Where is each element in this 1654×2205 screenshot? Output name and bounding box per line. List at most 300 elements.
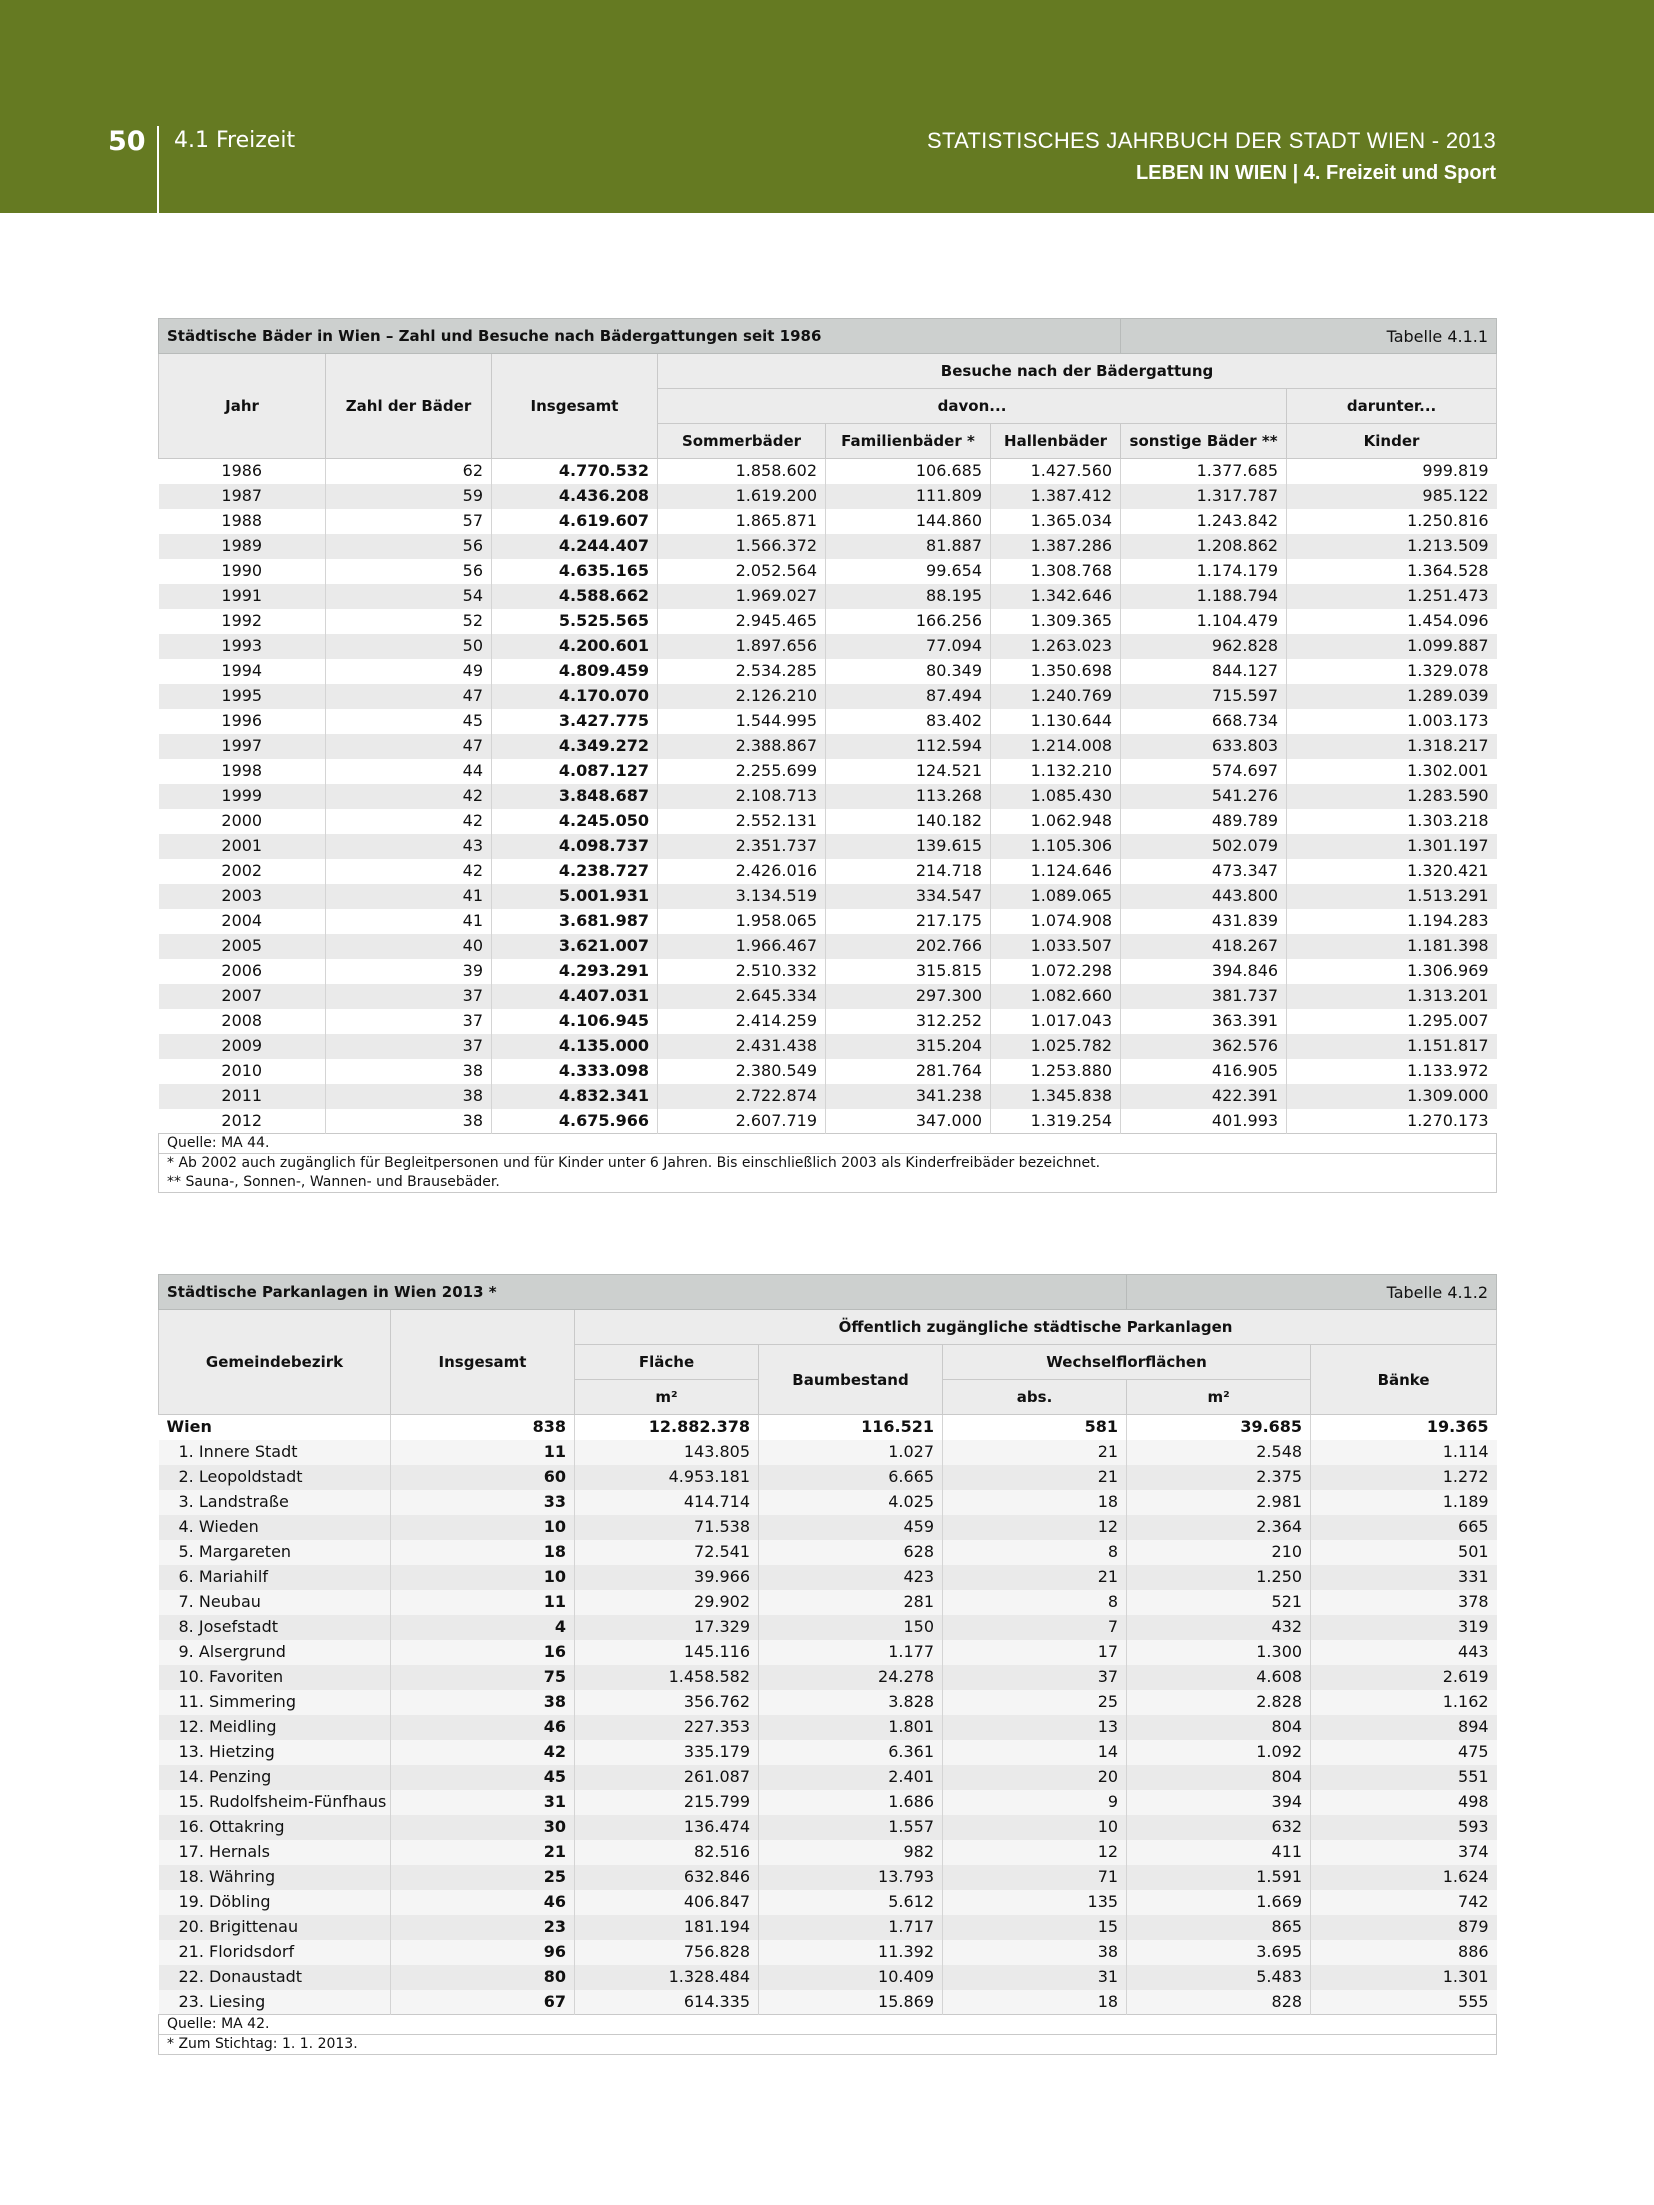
table-cell: 362.576 — [1121, 1034, 1287, 1059]
table-cell: 54 — [326, 584, 492, 609]
table-cell: 71.538 — [575, 1515, 759, 1540]
table-cell: 614.335 — [575, 1990, 759, 2015]
baths-table — [158, 318, 1497, 1193]
table-cell: 49 — [326, 659, 492, 684]
table-cell: 1.302.001 — [1287, 759, 1497, 784]
table-cell: 6.665 — [759, 1465, 943, 1490]
table-cell: 1.387.286 — [991, 534, 1121, 559]
table-cell: 406.847 — [575, 1890, 759, 1915]
table-cell: 4.953.181 — [575, 1465, 759, 1490]
table-cell: 40 — [326, 934, 492, 959]
table-row — [159, 1940, 1497, 1965]
table-cell: 1.132.210 — [991, 759, 1121, 784]
table-cell: 5.001.931 — [492, 884, 658, 909]
table-cell: 2000 — [159, 809, 326, 834]
table-cell: 4.770.532 — [492, 459, 658, 484]
table-cell: 2011 — [159, 1084, 326, 1109]
table-cell: 11 — [391, 1440, 575, 1465]
table-cell: 416.905 — [1121, 1059, 1287, 1084]
table-cell: 38 — [326, 1084, 492, 1109]
table-cell: 581 — [943, 1415, 1127, 1440]
table-cell: 982 — [759, 1840, 943, 1865]
table-cell: 5.483 — [1127, 1965, 1311, 1990]
parks-footnote-row — [159, 2035, 1497, 2055]
table-cell: 15 — [943, 1915, 1127, 1940]
table-cell: 414.714 — [575, 1490, 759, 1515]
col-header-flaeche: Fläche — [575, 1345, 759, 1380]
table-cell: 13 — [943, 1715, 1127, 1740]
table-cell: 1.289.039 — [1287, 684, 1497, 709]
table-cell: 1.003.173 — [1287, 709, 1497, 734]
table-cell: 4. Wieden — [159, 1515, 391, 1540]
table-cell: 215.799 — [575, 1790, 759, 1815]
parks-table-body — [159, 1415, 1497, 2015]
table-cell: 2.828 — [1127, 1690, 1311, 1715]
table-cell: 202.766 — [826, 934, 991, 959]
table-cell: 227.353 — [575, 1715, 759, 1740]
table-cell: 113.268 — [826, 784, 991, 809]
table-cell: 1.240.769 — [991, 684, 1121, 709]
table-cell: 33 — [391, 1490, 575, 1515]
table-cell: 4.675.966 — [492, 1109, 658, 1134]
publication-title: STATISTISCHES JAHRBUCH DER STADT WIEN - 2013 — [927, 128, 1496, 153]
table-cell: 1.958.065 — [658, 909, 826, 934]
table-row — [159, 709, 1497, 734]
table-cell: 67 — [391, 1990, 575, 2015]
table-cell: 443 — [1311, 1640, 1497, 1665]
table-cell: 593 — [1311, 1815, 1497, 1840]
parks-header-row-1 — [159, 1310, 1497, 1345]
table-cell: 87.494 — [826, 684, 991, 709]
table-cell: 18 — [943, 1490, 1127, 1515]
table-cell: 136.474 — [575, 1815, 759, 1840]
table-cell: 1.966.467 — [658, 934, 826, 959]
table-cell: 50 — [326, 634, 492, 659]
table-cell: 4.635.165 — [492, 559, 658, 584]
col-header-baenke: Bänke — [1311, 1345, 1497, 1415]
table-cell: 2.414.259 — [658, 1009, 826, 1034]
table-cell: 1.454.096 — [1287, 609, 1497, 634]
table-cell: 2010 — [159, 1059, 326, 1084]
table-cell: 1.188.794 — [1121, 584, 1287, 609]
table-cell: 1.174.179 — [1121, 559, 1287, 584]
table-cell: 879 — [1311, 1915, 1497, 1940]
table-cell: 1.801 — [759, 1715, 943, 1740]
table-cell: 1.124.646 — [991, 859, 1121, 884]
table-cell: 8. Josefstadt — [159, 1615, 391, 1640]
table-cell: 1.025.782 — [991, 1034, 1121, 1059]
table-cell: 1.301 — [1311, 1965, 1497, 1990]
table-cell: 394 — [1127, 1790, 1311, 1815]
table-cell: 1.085.430 — [991, 784, 1121, 809]
table-cell: 30 — [391, 1815, 575, 1840]
table-cell: 15. Rudolfsheim-Fünfhaus — [159, 1790, 391, 1815]
table-cell: 756.828 — [575, 1940, 759, 1965]
baths-source-row — [159, 1134, 1497, 1154]
table-row — [159, 1965, 1497, 1990]
table-cell: 144.860 — [826, 509, 991, 534]
table-cell: 1993 — [159, 634, 326, 659]
table-cell: 23. Liesing — [159, 1990, 391, 2015]
table-cell: 401.993 — [1121, 1109, 1287, 1134]
table-cell: 47 — [326, 684, 492, 709]
table-cell: 1.717 — [759, 1915, 943, 1940]
table-cell: 10 — [391, 1515, 575, 1540]
table-row — [159, 1565, 1497, 1590]
table-cell: 13.793 — [759, 1865, 943, 1890]
table-cell: 1.309.365 — [991, 609, 1121, 634]
header-divider — [157, 126, 159, 213]
table-cell: 2007 — [159, 984, 326, 1009]
table-cell: 1.319.254 — [991, 1109, 1121, 1134]
table-cell: 632 — [1127, 1815, 1311, 1840]
table-cell: 25 — [391, 1865, 575, 1890]
table-cell: 459 — [759, 1515, 943, 1540]
table-cell: 363.391 — [1121, 1009, 1287, 1034]
parks-table-title: Städtische Parkanlagen in Wien 2013 * — [159, 1275, 1127, 1310]
publication-subtitle: LEBEN IN WIEN | 4. Freizeit und Sport — [1135, 162, 1496, 184]
table-cell: 62 — [326, 459, 492, 484]
table-cell: 347.000 — [826, 1109, 991, 1134]
table-cell: 24.278 — [759, 1665, 943, 1690]
table-cell: 2.510.332 — [658, 959, 826, 984]
page-number: 50 — [108, 126, 146, 157]
col-header-besuche: Besuche nach der Bädergattung — [658, 354, 1497, 389]
table-cell: 1.089.065 — [991, 884, 1121, 909]
col-header-wechsel-abs: abs. — [943, 1380, 1127, 1415]
table-cell: 1.377.685 — [1121, 459, 1287, 484]
table-cell: 319 — [1311, 1615, 1497, 1640]
table-cell: 57 — [326, 509, 492, 534]
table-cell: 1.342.646 — [991, 584, 1121, 609]
table-row — [159, 509, 1497, 534]
baths-header-row-1 — [159, 354, 1497, 389]
table-cell: 14 — [943, 1740, 1127, 1765]
table-row — [159, 609, 1497, 634]
table-cell: 1.308.768 — [991, 559, 1121, 584]
table-cell: 2.607.719 — [658, 1109, 826, 1134]
table-row — [159, 659, 1497, 684]
table-row — [159, 634, 1497, 659]
table-cell: 1992 — [159, 609, 326, 634]
table-cell: 4.238.727 — [492, 859, 658, 884]
table-cell: 1.320.421 — [1287, 859, 1497, 884]
table-cell: 21 — [943, 1465, 1127, 1490]
table-cell: 112.594 — [826, 734, 991, 759]
table-cell: 12 — [943, 1515, 1127, 1540]
col-header-oeffentlich: Öffentlich zugängliche städtische Parkanlagen — [575, 1310, 1497, 1345]
table-cell: 1.897.656 — [658, 634, 826, 659]
table-cell: 11. Simmering — [159, 1690, 391, 1715]
table-cell: 2.380.549 — [658, 1059, 826, 1084]
table-cell: 2.552.131 — [658, 809, 826, 834]
table-cell: 4.588.662 — [492, 584, 658, 609]
table-cell: 551 — [1311, 1765, 1497, 1790]
table-cell: 45 — [326, 709, 492, 734]
table-cell: 985.122 — [1287, 484, 1497, 509]
col-header-wechsel: Wechselflorflächen — [943, 1345, 1311, 1380]
col-header-zahl: Zahl der Bäder — [326, 354, 492, 459]
table-cell: 7 — [943, 1615, 1127, 1640]
table-cell: 52 — [326, 609, 492, 634]
table-cell: 10 — [943, 1815, 1127, 1840]
table-cell: 10. Favoriten — [159, 1665, 391, 1690]
table-cell: 2.981 — [1127, 1490, 1311, 1515]
table-cell: 4.349.272 — [492, 734, 658, 759]
col-header-bezirk: Gemeindebezirk — [159, 1310, 391, 1415]
table-cell: 2.388.867 — [658, 734, 826, 759]
table-cell: 2.126.210 — [658, 684, 826, 709]
table-cell: 1990 — [159, 559, 326, 584]
table-cell: 2.431.438 — [658, 1034, 826, 1059]
table-cell: 894 — [1311, 1715, 1497, 1740]
table-cell: 2003 — [159, 884, 326, 909]
table-cell: 1.213.509 — [1287, 534, 1497, 559]
table-cell: 1.557 — [759, 1815, 943, 1840]
table-cell: 96 — [391, 1940, 575, 1965]
table-cell: 42 — [326, 859, 492, 884]
table-cell: 315.815 — [826, 959, 991, 984]
col-header-park-insgesamt: Insgesamt — [391, 1310, 575, 1415]
col-header-hallen: Hallenbäder — [991, 424, 1121, 459]
table-cell: 38 — [326, 1059, 492, 1084]
table-cell: 665 — [1311, 1515, 1497, 1540]
table-cell: 1.250 — [1127, 1565, 1311, 1590]
table-cell: 44 — [326, 759, 492, 784]
table-cell: 1988 — [159, 509, 326, 534]
table-cell: 11.392 — [759, 1940, 943, 1965]
table-cell: 502.079 — [1121, 834, 1287, 859]
table-row — [159, 1790, 1497, 1815]
table-cell: 378 — [1311, 1590, 1497, 1615]
table-cell: 18 — [391, 1540, 575, 1565]
table-cell: 2.534.285 — [658, 659, 826, 684]
table-cell: 166.256 — [826, 609, 991, 634]
table-cell: 1.544.995 — [658, 709, 826, 734]
table-cell: 20. Brigittenau — [159, 1915, 391, 1940]
table-row — [159, 1009, 1497, 1034]
table-cell: 5.612 — [759, 1890, 943, 1915]
table-cell: 1.300 — [1127, 1640, 1311, 1665]
table-cell: 46 — [391, 1715, 575, 1740]
table-cell: 574.697 — [1121, 759, 1287, 784]
table-cell: 804 — [1127, 1765, 1311, 1790]
table-cell: 4.619.607 — [492, 509, 658, 534]
table-cell: 80 — [391, 1965, 575, 1990]
table-cell: 844.127 — [1121, 659, 1287, 684]
table-cell: 59 — [326, 484, 492, 509]
table-cell: 1.062.948 — [991, 809, 1121, 834]
table-cell: 2005 — [159, 934, 326, 959]
table-cell: 297.300 — [826, 984, 991, 1009]
table-cell: 16 — [391, 1640, 575, 1665]
table-cell: 1.263.023 — [991, 634, 1121, 659]
table-row — [159, 759, 1497, 784]
table-cell: 1.181.398 — [1287, 934, 1497, 959]
table-cell: 46 — [391, 1890, 575, 1915]
table-cell: 4.170.070 — [492, 684, 658, 709]
table-cell: 3.134.519 — [658, 884, 826, 909]
table-cell: 1.092 — [1127, 1740, 1311, 1765]
table-cell: 2.255.699 — [658, 759, 826, 784]
table-cell: 2006 — [159, 959, 326, 984]
col-header-baumbestand: Baumbestand — [759, 1345, 943, 1415]
table-cell: 4.608 — [1127, 1665, 1311, 1690]
table-cell: 42 — [326, 809, 492, 834]
table-cell: 341.238 — [826, 1084, 991, 1109]
table-cell: 1.177 — [759, 1640, 943, 1665]
table-row — [159, 1034, 1497, 1059]
table-cell: 31 — [391, 1790, 575, 1815]
table-row — [159, 1690, 1497, 1715]
table-row — [159, 1465, 1497, 1490]
table-cell: 2002 — [159, 859, 326, 884]
table-cell: 1.313.201 — [1287, 984, 1497, 1009]
table-cell: 1.214.008 — [991, 734, 1121, 759]
table-row — [159, 484, 1497, 509]
table-cell: 1.099.887 — [1287, 634, 1497, 659]
table-cell: 38 — [326, 1109, 492, 1134]
table-row — [159, 984, 1497, 1009]
table-cell: 150 — [759, 1615, 943, 1640]
col-header-wechsel-m2: m² — [1127, 1380, 1311, 1415]
table-cell: 1.272 — [1311, 1465, 1497, 1490]
table-row — [159, 459, 1497, 484]
table-cell: 356.762 — [575, 1690, 759, 1715]
table-cell: 10.409 — [759, 1965, 943, 1990]
table-cell: 116.521 — [759, 1415, 943, 1440]
table-cell: 432 — [1127, 1615, 1311, 1640]
table-cell: 4.293.291 — [492, 959, 658, 984]
col-header-flaeche-unit: m² — [575, 1380, 759, 1415]
table-cell: 4.407.031 — [492, 984, 658, 1009]
table-cell: 1.017.043 — [991, 1009, 1121, 1034]
table-cell: 804 — [1127, 1715, 1311, 1740]
table-cell: 8 — [943, 1540, 1127, 1565]
baths-footnote-row — [159, 1154, 1497, 1193]
table-cell: 418.267 — [1121, 934, 1287, 959]
table-cell: 335.179 — [575, 1740, 759, 1765]
table-row — [159, 1765, 1497, 1790]
table-cell: 1.295.007 — [1287, 1009, 1497, 1034]
table-cell: 13. Hietzing — [159, 1740, 391, 1765]
table-cell: 4.135.000 — [492, 1034, 658, 1059]
table-cell: 1.669 — [1127, 1890, 1311, 1915]
table-cell: 1.591 — [1127, 1865, 1311, 1890]
table-cell: 214.718 — [826, 859, 991, 884]
table-cell: 422.391 — [1121, 1084, 1287, 1109]
table-cell: 6.361 — [759, 1740, 943, 1765]
table-row — [159, 1840, 1497, 1865]
table-cell: 1.328.484 — [575, 1965, 759, 1990]
table-cell: 1987 — [159, 484, 326, 509]
table-cell: 2.364 — [1127, 1515, 1311, 1540]
table-cell: 1.114 — [1311, 1440, 1497, 1465]
table-cell: 3.848.687 — [492, 784, 658, 809]
table-cell: 1.253.880 — [991, 1059, 1121, 1084]
table-cell: 3.621.007 — [492, 934, 658, 959]
parks-table-number: Tabelle 4.1.2 — [1127, 1275, 1497, 1310]
table-cell: 21 — [943, 1440, 1127, 1465]
table-cell: 5. Margareten — [159, 1540, 391, 1565]
table-row — [159, 1640, 1497, 1665]
table-cell: 715.597 — [1121, 684, 1287, 709]
table-cell: 19. Döbling — [159, 1890, 391, 1915]
table-cell: 374 — [1311, 1840, 1497, 1865]
table-cell: 475 — [1311, 1740, 1497, 1765]
table-cell: 501 — [1311, 1540, 1497, 1565]
table-cell: 42 — [326, 784, 492, 809]
table-cell: 143.805 — [575, 1440, 759, 1465]
table-cell: 1.104.479 — [1121, 609, 1287, 634]
table-cell: 25 — [943, 1690, 1127, 1715]
table-cell: 111.809 — [826, 484, 991, 509]
table-cell: 1.318.217 — [1287, 734, 1497, 759]
table-cell: 1.283.590 — [1287, 784, 1497, 809]
table-cell: 1.686 — [759, 1790, 943, 1815]
table-cell: 37 — [326, 1009, 492, 1034]
baths-table-title: Städtische Bäder in Wien – Zahl und Besuche nach Bädergattungen seit 1986 — [159, 319, 1121, 354]
table-row — [159, 559, 1497, 584]
table-cell: 4.245.050 — [492, 809, 658, 834]
baths-table-body — [159, 459, 1497, 1134]
table-cell: 3. Landstraße — [159, 1490, 391, 1515]
table-cell: 1.194.283 — [1287, 909, 1497, 934]
table-cell: 2008 — [159, 1009, 326, 1034]
table-cell: 4.832.341 — [492, 1084, 658, 1109]
table-cell: 3.828 — [759, 1690, 943, 1715]
table-cell: 135 — [943, 1890, 1127, 1915]
table-cell: 1.082.660 — [991, 984, 1121, 1009]
table-cell: 60 — [391, 1465, 575, 1490]
table-cell: 312.252 — [826, 1009, 991, 1034]
table-cell: 2.548 — [1127, 1440, 1311, 1465]
table-cell: 56 — [326, 534, 492, 559]
table-cell: 3.427.775 — [492, 709, 658, 734]
table-cell: 473.347 — [1121, 859, 1287, 884]
table-cell: 4.106.945 — [492, 1009, 658, 1034]
table-cell: 381.737 — [1121, 984, 1287, 1009]
table-cell: 20 — [943, 1765, 1127, 1790]
table-cell: 21 — [943, 1565, 1127, 1590]
table-cell: 4.244.407 — [492, 534, 658, 559]
table-cell: 217.175 — [826, 909, 991, 934]
baths-footnote-2: ** Sauna-, Sonnen-, Wannen- und Brausebäder. — [167, 1174, 500, 1190]
table-row — [159, 909, 1497, 934]
table-cell: 1.251.473 — [1287, 584, 1497, 609]
table-row — [159, 934, 1497, 959]
table-cell: 628 — [759, 1540, 943, 1565]
table-cell: 828 — [1127, 1990, 1311, 2015]
table-cell: 12.882.378 — [575, 1415, 759, 1440]
table-row — [159, 859, 1497, 884]
table-cell: 411 — [1127, 1840, 1311, 1865]
table-cell: 1.513.291 — [1287, 884, 1497, 909]
table-cell: 4.436.208 — [492, 484, 658, 509]
table-cell: 1.345.838 — [991, 1084, 1121, 1109]
baths-table-title-row — [159, 319, 1497, 354]
table-cell: 1.189 — [1311, 1490, 1497, 1515]
table-cell: 21 — [391, 1840, 575, 1865]
table-cell: 331 — [1311, 1565, 1497, 1590]
table-row — [159, 584, 1497, 609]
table-cell: 1.105.306 — [991, 834, 1121, 859]
table-cell: 4.333.098 — [492, 1059, 658, 1084]
table-cell: 489.789 — [1121, 809, 1287, 834]
table-cell: 1.027 — [759, 1440, 943, 1465]
table-row — [159, 1665, 1497, 1690]
table-cell: 145.116 — [575, 1640, 759, 1665]
